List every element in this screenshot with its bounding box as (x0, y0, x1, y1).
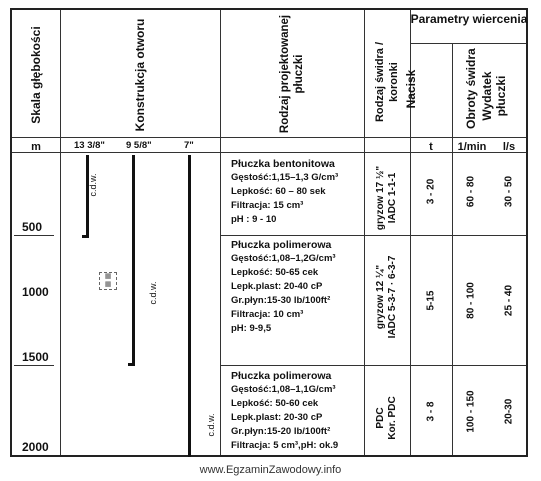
mud-section-3 (231, 369, 338, 453)
bit-line: gryzow 12 ¼" (375, 264, 386, 330)
mud-line: Lepk.plast: 20-40 cP (231, 281, 323, 292)
row-divider (12, 137, 526, 138)
casing-size-9-5-8: 9 5/8" (126, 140, 152, 151)
col-divider (364, 10, 365, 455)
mud-line: Gęstość:1,08–1,2G/cm³ (231, 253, 336, 264)
bit-line: Kor. PDC (387, 396, 398, 440)
col-divider (60, 10, 61, 455)
casing-size-7: 7" (184, 140, 194, 151)
depth-tick (14, 365, 54, 366)
row-divider (220, 365, 526, 366)
bit-line: PDC (375, 407, 386, 429)
depth-1500: 1500 (22, 350, 49, 364)
header-params-group: Parametry wiercenia (410, 12, 528, 26)
mud-line: Lepkość: 50-65 cek (231, 267, 319, 278)
bit-type-1 (375, 158, 399, 238)
rpm-1: 60 - 80 (465, 175, 477, 208)
mud-title: Płuczka polimerowa (231, 239, 332, 251)
col-divider (220, 10, 221, 455)
header-rpm: Obroty świdra (464, 48, 478, 129)
header-construction: Konstrukcja otworu (133, 18, 147, 132)
mud-line: Gr.płyn:15-20 lb/100ft² (231, 426, 331, 437)
casing-size-13-3-8: 13 3/8" (74, 140, 105, 151)
unit-depth: m (31, 141, 41, 153)
mud-line: Filtracja: 5 cm³,pH: ok.9 (231, 440, 339, 451)
depth-2000: 2000 (22, 440, 49, 454)
mud-title: Płuczka polimerowa (231, 370, 332, 382)
mud-line: Gr.płyn:15-30 lb/100ft² (231, 295, 331, 306)
casing-cdw-label: c.d.w. (206, 413, 216, 437)
depth-tick (14, 235, 54, 236)
depth-500: 500 (22, 220, 43, 234)
header-bit-type: Rodzaj świdra / koronki (374, 41, 400, 123)
row-divider (220, 235, 526, 236)
mud-line: Filtracja: 10 cm³ (231, 309, 304, 320)
mud-line: Gęstość:1,08–1,1G/cm³ (231, 384, 336, 395)
mud-section-2 (231, 238, 336, 336)
col-divider (452, 43, 453, 455)
mud-section-1 (231, 157, 338, 227)
mud-title: Płuczka bentonitowa (231, 158, 335, 170)
depth-1000: 1000 (22, 285, 49, 299)
pressure-1: 3 - 20 (425, 178, 437, 205)
footer-site-label: www.EgzaminZawodowy.info (199, 464, 342, 476)
header-mud-type: Rodzaj projektowanej płuczki (279, 14, 305, 134)
flow-2: 25 - 40 (503, 284, 515, 317)
mud-line: pH : 9 - 10 (231, 214, 277, 225)
header-pressure: Nacisk (404, 69, 418, 109)
flow-1: 30 - 50 (503, 175, 515, 208)
casing-pipe-9-5-8 (128, 155, 135, 366)
bit-line: IADC 5-3-7 · 6-3-7 (387, 255, 398, 339)
placeholder-image-icon: ▦ ▦ (99, 272, 117, 290)
header-depth-scale: Skala głębokości (29, 26, 43, 124)
flow-3: 20-30 (503, 398, 515, 425)
pressure-2: 5-15 (425, 290, 437, 311)
drilling-program-table (10, 8, 528, 457)
mud-line: Lepk.plast: 20-30 cP (231, 412, 323, 423)
mud-line: Filtracja: 15 cm³ (231, 200, 304, 211)
header-flow: Wydatek płuczki (480, 71, 508, 121)
casing-pipe-7 (186, 155, 191, 457)
mud-line: Lepkość: 50-60 cek (231, 398, 319, 409)
unit-rpm: 1/min (457, 141, 487, 153)
bit-type-2 (375, 232, 399, 362)
mud-line: pH: 9-9,5 (231, 323, 272, 334)
row-divider (410, 43, 526, 44)
unit-pressure: t (429, 141, 433, 153)
mud-line: Lepkość: 60 – 80 sek (231, 186, 326, 197)
bit-type-3 (375, 378, 399, 458)
rpm-2: 80 - 100 (465, 282, 477, 319)
bit-line: gryzow 17 ½" (375, 165, 386, 231)
mud-line: Gęstość:1,15–1,3 G/cm³ (231, 172, 339, 183)
unit-flow: l/s (502, 141, 516, 153)
bit-line: IADC 1-1-1 (387, 172, 398, 224)
casing-cdw-label: c.d.w. (88, 173, 98, 197)
pressure-3: 3 - 8 (425, 401, 437, 422)
casing-cdw-label: c.d.w. (148, 281, 158, 305)
rpm-3: 100 - 150 (465, 390, 477, 433)
